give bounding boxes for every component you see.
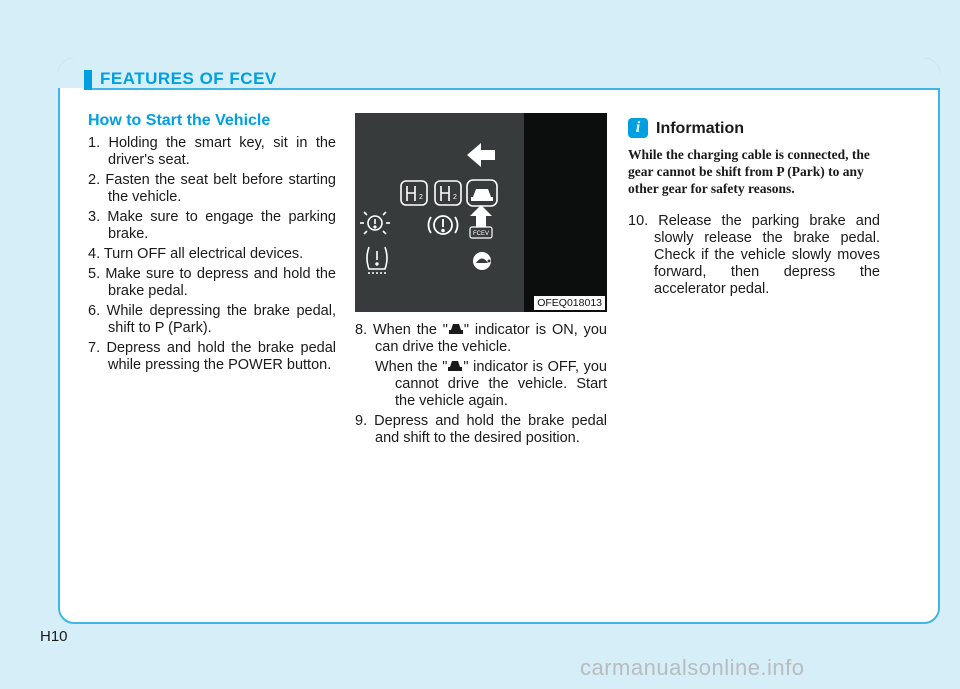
- watermark: carmanualsonline.info: [580, 655, 805, 680]
- step-8b-pre: When the ": [375, 359, 448, 375]
- svg-text:2: 2: [419, 194, 423, 201]
- step-1: 1. Holding the smart key, sit in the driver's seat.: [88, 135, 336, 168]
- step-9: 9. Depress and hold the brake pedal and shift to the desired position.: [355, 413, 607, 446]
- step-8-pre: 8. When the ": [355, 322, 448, 338]
- ready-car-icon: [467, 180, 497, 206]
- step-6: 6. While depressing the brake pedal, shift to P (Park).: [88, 303, 336, 336]
- step-5: 5. Make sure to depress and hold the brake pedal.: [88, 266, 336, 299]
- brake-warning-icon: [360, 212, 390, 234]
- step-10: 10. Release the parking brake and slowly release the brake pedal. Check if the vehicle slowly moves forward, then depress the accelerator pedal.: [628, 213, 880, 297]
- middle-column: [355, 322, 607, 450]
- start-steps-list: [88, 135, 336, 374]
- header-tab-marker: [84, 70, 92, 90]
- information-text: While the charging cable is connected, the gear cannot be shift from P (Park) to any other gear for safety reasons.: [628, 147, 870, 196]
- information-title: Information: [656, 119, 744, 137]
- step-7: 7. Depress and hold the brake pedal while pressing the POWER button.: [88, 340, 336, 373]
- ready-car-icon: [447, 359, 463, 373]
- ready-car-icon: [448, 322, 464, 336]
- cluster-icons: [355, 113, 607, 312]
- svg-text:FCEV: FCEV: [473, 231, 490, 237]
- step-8b-post: " indicator is OFF, you cannot drive the vehicle. Start the vehicle again.: [395, 359, 607, 409]
- step-8-post: " indicator is ON, you can drive the vehicle.: [375, 322, 607, 355]
- step-2: 2. Fasten the seat belt before starting the vehicle.: [88, 172, 336, 205]
- right-steps-list: [628, 213, 880, 298]
- parking-brake-icon: [428, 216, 457, 234]
- svg-text:2: 2: [453, 194, 457, 201]
- page-number: H10: [40, 628, 68, 645]
- figure-code: OFEQ018013: [534, 296, 605, 310]
- step-8: [355, 322, 607, 410]
- step-8-note: [375, 359, 607, 410]
- arrow-left-icon: [467, 143, 495, 167]
- tire-pressure-icon: [367, 247, 387, 273]
- how-to-start-heading: How to Start the Vehicle: [88, 112, 271, 129]
- step-3: 3. Make sure to engage the parking brake.: [88, 209, 336, 242]
- left-column: [88, 112, 336, 377]
- hydrogen-h2-icon: [435, 181, 461, 205]
- right-column: [628, 118, 880, 301]
- instrument-cluster-figure: [355, 113, 607, 312]
- info-icon: i: [628, 118, 648, 138]
- hydrogen-h2-icon: [401, 181, 427, 205]
- middle-steps-list: [355, 322, 607, 447]
- eco-turtle-icon: [473, 252, 491, 270]
- step-4: 4. Turn OFF all electrical devices.: [88, 246, 304, 262]
- section-title: FEATURES OF FCEV: [100, 69, 277, 88]
- fcev-indicator-icon: [470, 205, 492, 238]
- information-header: [628, 118, 880, 138]
